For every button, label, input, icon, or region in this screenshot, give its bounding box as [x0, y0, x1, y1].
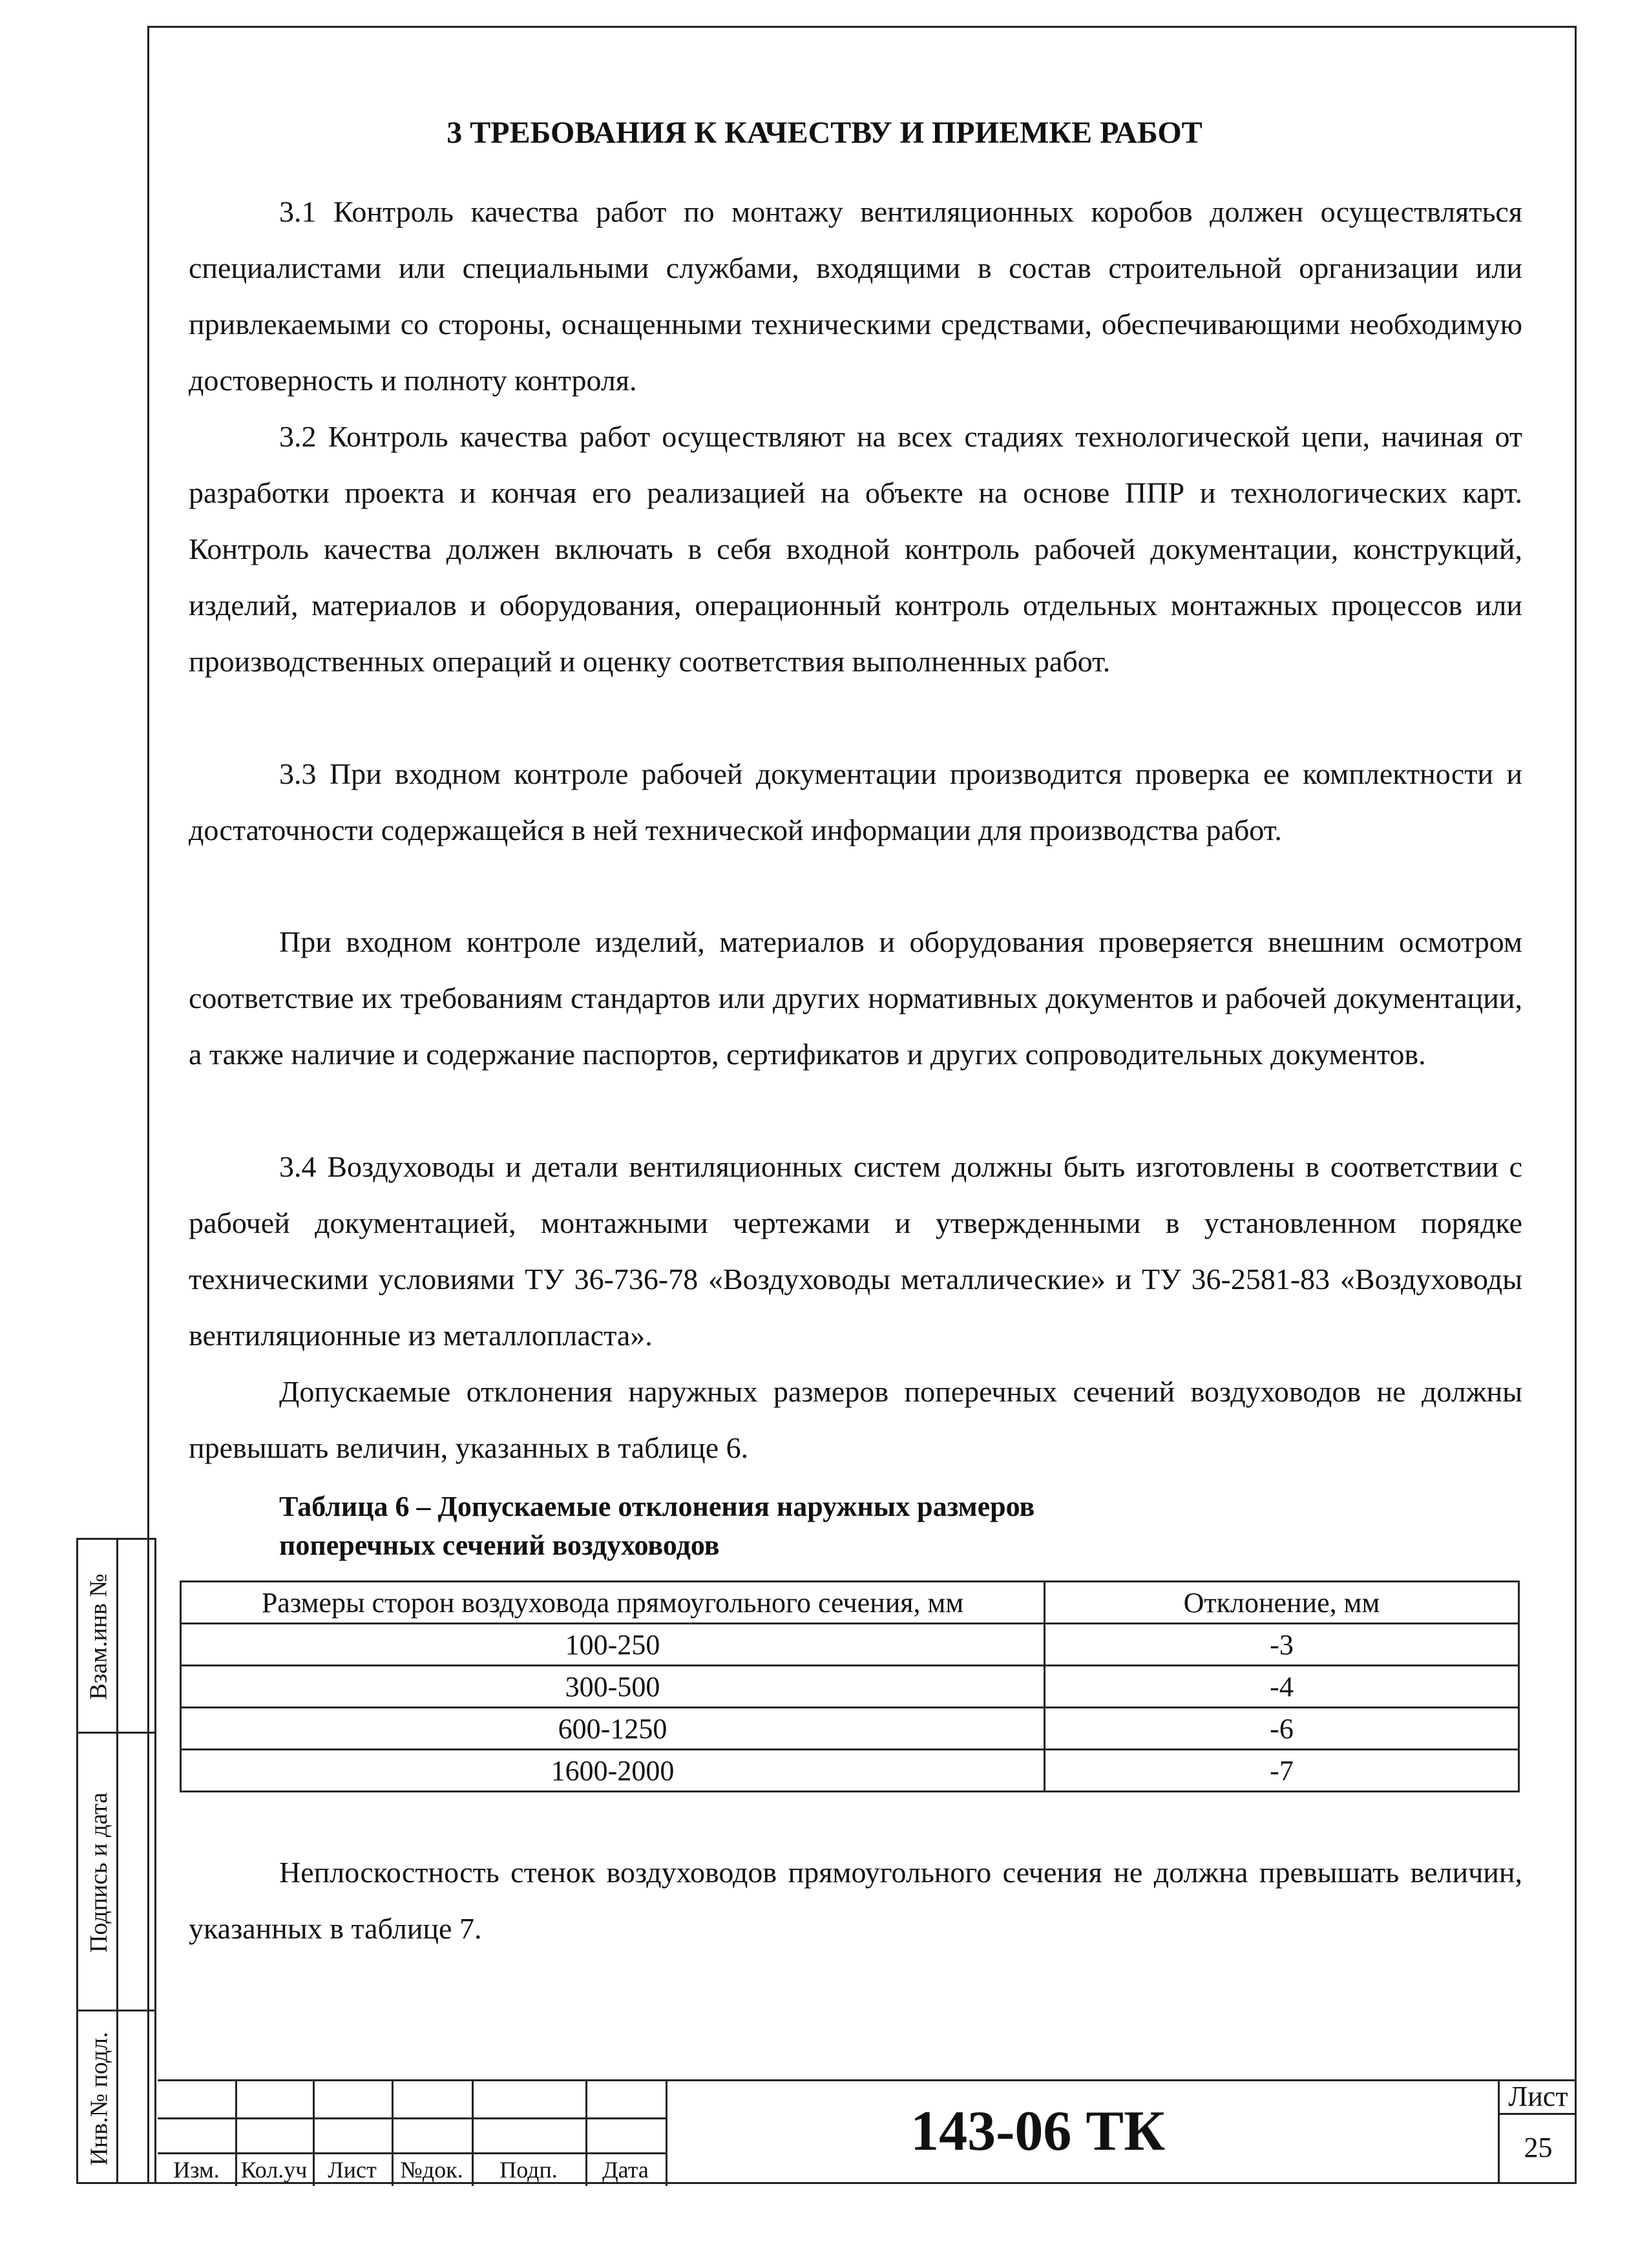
table-header-row [181, 1582, 1519, 1624]
side-label-inventory: Инв.№ подл. [85, 2032, 113, 2166]
paragraph-deviations: Допускаемые отклонения наружных размеров поперечных сечений воздуховодов не должны превышать величин, указанных в таблице 6. [189, 1375, 1522, 1464]
table-row [181, 1666, 1519, 1708]
table-cell-size: 100-250 [181, 1624, 1045, 1666]
paragraph-flatness: Неплоскостность стенок воздуховодов прямоугольного сечения не должна превышать величин, указанных в таблице 7. [189, 1856, 1522, 1945]
table-row [181, 1708, 1519, 1750]
table-row [181, 1750, 1519, 1792]
table-caption-line-2: поперечных сечений воздуховодов [279, 1529, 720, 1561]
revision-grid [158, 2081, 666, 2186]
side-strip [76, 1538, 156, 2184]
table-cell-size: 300-500 [181, 1666, 1045, 1708]
paragraph-3-4: 3.4 Воздуховоды и детали вентиляционных систем должны быть изготовлены в соответствии с рабочей документацией, монтажными чертежами и утвержденными в установленном порядке техническими условиями ТУ 36-736-78 «Воздуховоды металлические» и ТУ 36-2581-83 «Воздуховоды вентиляционные из металлопласта». [189, 1150, 1522, 1352]
table-row [181, 1624, 1519, 1666]
paragraph-input-control: При входном контроле изделий, материалов и оборудования проверяется внешним осмотром соответствие их требованиям стандартов или других нормативных документов и рабочей документации, а также наличие и содержание паспортов, сертификатов и других сопроводительных документов. [189, 925, 1522, 1071]
stamp-col-signature: Подп. [499, 2157, 558, 2183]
sheet-box [1498, 2079, 1577, 2184]
table-cell-deviation: -6 [1045, 1708, 1519, 1750]
table-caption [279, 1487, 1035, 1565]
table-cell-size: 1600-2000 [181, 1750, 1045, 1792]
table-caption-line-1: Таблица 6 – Допускаемые отклонения наружных размеров [279, 1491, 1035, 1522]
sheet-number: 25 [1524, 2132, 1553, 2163]
document-number: 143-06 ТК [910, 2100, 1165, 2163]
paragraph-3-2: 3.2 Контроль качества работ осуществляют на всех стадиях технологической цепи, начиная от разработки проекта и кончая его реализацией на объекте на основе ППР и технологических карт. Контроль качества должен включать в себя входной контроль рабочей документации, конструкций, изделий, материалов и оборудования, операционный контроль отдельных монтажных процессов или производственных операций и оценку соответствия выполненных работ. [189, 420, 1522, 678]
table-cell-deviation: -7 [1045, 1750, 1519, 1792]
table-header-size: Размеры сторон воздуховода прямоугольного сечения, мм [181, 1582, 1045, 1624]
table-cell-size: 600-1250 [181, 1708, 1045, 1750]
stamp-col-count: Кол.уч [240, 2157, 308, 2183]
side-label-signature: Подпись и дата [85, 1792, 113, 1953]
table-header-deviation: Отклонение, мм [1045, 1582, 1519, 1624]
stamp-col-docno: №док. [400, 2157, 463, 2183]
stamp-col-date: Дата [602, 2157, 649, 2183]
stamp-col-change: Изм. [173, 2157, 220, 2183]
section-heading: 3 ТРЕБОВАНИЯ К КАЧЕСТВУ И ПРИЕМКЕ РАБОТ [446, 116, 1203, 150]
sheet-label: Лист [1500, 2079, 1577, 2115]
paragraph-3-3: 3.3 При входном контроле рабочей документации производится проверка ее комплектности и достаточности содержащейся в ней технической информации для производства работ. [189, 757, 1522, 846]
stamp-col-sheet: Лист [328, 2157, 377, 2183]
side-label-replacement: Взам.инв № [85, 1573, 113, 1700]
paragraph-3-1: 3.1 Контроль качества работ по монтажу вентиляционных коробов должен осуществляться специалистами или специальными службами, входящими в состав строительной организации или привлекаемыми со стороны, оснащенными техническими средствами, обеспечивающими необходимую достоверность и полноту контроля. [189, 195, 1522, 397]
deviation-table [180, 1580, 1520, 1792]
table-cell-deviation: -3 [1045, 1624, 1519, 1666]
table-cell-deviation: -4 [1045, 1666, 1519, 1708]
